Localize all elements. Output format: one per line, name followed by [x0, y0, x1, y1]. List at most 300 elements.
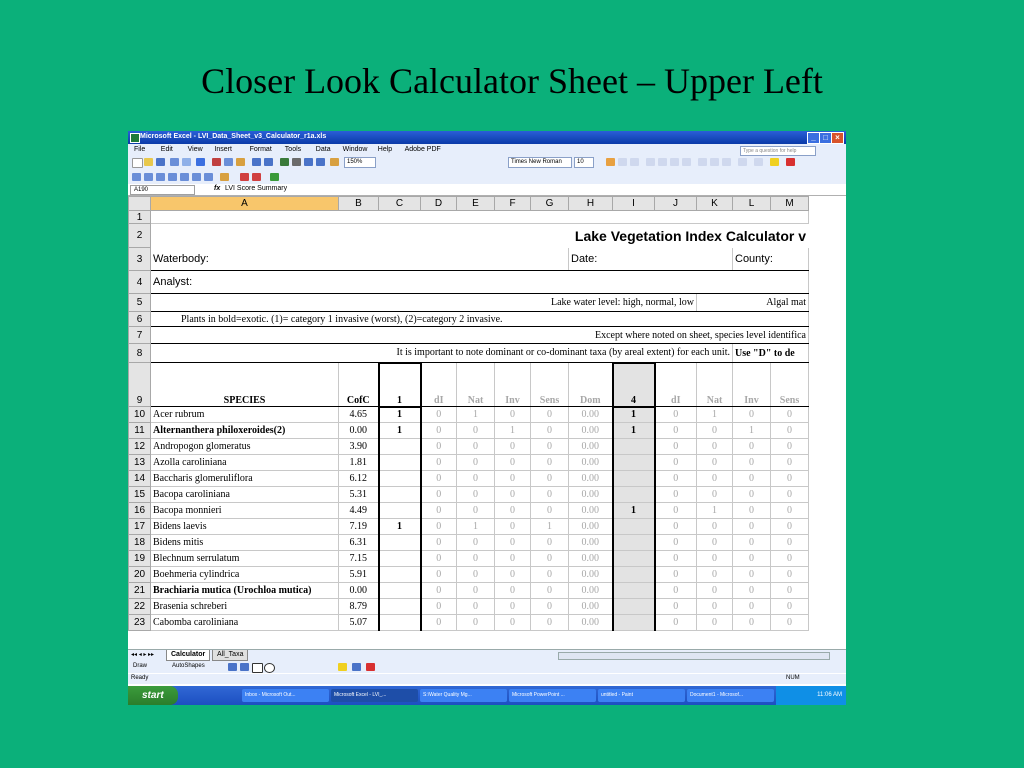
- preview-icon[interactable]: [182, 158, 191, 166]
- cell-l[interactable]: 0: [733, 455, 771, 471]
- cell-h[interactable]: 0.00: [569, 439, 613, 455]
- row-header[interactable]: 3: [129, 248, 151, 271]
- cell-l[interactable]: 0: [733, 503, 771, 519]
- toolbar2-icon-7[interactable]: [204, 173, 213, 181]
- cell-c1[interactable]: [379, 471, 421, 487]
- column-label[interactable]: SPECIES: [151, 363, 339, 407]
- cell-l[interactable]: 0: [733, 599, 771, 615]
- cell-g[interactable]: 0: [531, 503, 569, 519]
- cell-d[interactable]: 0: [421, 567, 457, 583]
- cell-e[interactable]: 1: [457, 519, 495, 535]
- autoshapes-menu[interactable]: AutoShapes: [172, 663, 205, 669]
- cell-cofc[interactable]: 5.31: [339, 487, 379, 503]
- cell-sp[interactable]: Brasenia schreberi: [151, 599, 339, 615]
- cell-g[interactable]: 0: [531, 599, 569, 615]
- cell-j[interactable]: 0: [655, 407, 697, 423]
- taskbar-outlook[interactable]: Inbox - Microsoft Out...: [242, 689, 329, 702]
- cell-d[interactable]: 0: [421, 455, 457, 471]
- toolbar2-icon-3[interactable]: [156, 173, 165, 181]
- cell-h[interactable]: 0.00: [569, 519, 613, 535]
- row-header[interactable]: 8: [129, 344, 151, 363]
- taskbar-word[interactable]: Document1 - Microsof...: [687, 689, 774, 702]
- cell-c1[interactable]: 1: [379, 407, 421, 423]
- cell-l[interactable]: 0: [733, 567, 771, 583]
- row-header[interactable]: 22: [129, 599, 151, 615]
- toolbar2-icon-8[interactable]: [220, 173, 229, 181]
- cell-f[interactable]: 0: [495, 583, 531, 599]
- cell-sp[interactable]: Blechnum serrulatum: [151, 551, 339, 567]
- column-header-f[interactable]: F: [495, 197, 531, 211]
- column-label[interactable]: dI: [421, 363, 457, 407]
- cell-h[interactable]: 0.00: [569, 487, 613, 503]
- toolbar2-icon-6[interactable]: [192, 173, 201, 181]
- cell-e[interactable]: 0: [457, 583, 495, 599]
- cell-e[interactable]: 0: [457, 487, 495, 503]
- cell-f[interactable]: 0: [495, 503, 531, 519]
- cell-i[interactable]: [613, 471, 655, 487]
- font-color-icon[interactable]: [786, 158, 795, 166]
- cell-k[interactable]: 0: [697, 535, 733, 551]
- cell-m[interactable]: 0: [771, 535, 809, 551]
- cell-f[interactable]: 0: [495, 471, 531, 487]
- column-label[interactable]: Nat: [457, 363, 495, 407]
- percent-icon[interactable]: [710, 158, 719, 166]
- cell-j[interactable]: 0: [655, 599, 697, 615]
- cell-k[interactable]: 0: [697, 583, 733, 599]
- cell-c1[interactable]: [379, 567, 421, 583]
- zoom-select[interactable]: 150%: [344, 157, 376, 168]
- cell-cofc[interactable]: 4.65: [339, 407, 379, 423]
- cell-sp[interactable]: Andropogon glomeratus: [151, 439, 339, 455]
- cell-h[interactable]: 0.00: [569, 615, 613, 631]
- cell-h[interactable]: 0.00: [569, 455, 613, 471]
- system-clock[interactable]: 11:06 AM: [776, 686, 846, 705]
- cell-f[interactable]: 0: [495, 455, 531, 471]
- cell-j[interactable]: 0: [655, 471, 697, 487]
- cell-c1[interactable]: [379, 535, 421, 551]
- cell-k[interactable]: 0: [697, 423, 733, 439]
- cell-l[interactable]: 0: [733, 439, 771, 455]
- cell-d[interactable]: 0: [421, 519, 457, 535]
- oval-icon[interactable]: [264, 663, 275, 673]
- line-color-icon[interactable]: [352, 663, 361, 671]
- font-color-draw-icon[interactable]: [366, 663, 375, 671]
- autosum-icon[interactable]: [292, 158, 301, 166]
- cell-d[interactable]: 0: [421, 471, 457, 487]
- row-header[interactable]: 19: [129, 551, 151, 567]
- cell-sp[interactable]: Cabomba caroliniana: [151, 615, 339, 631]
- cell-m[interactable]: 0: [771, 599, 809, 615]
- cell-c1[interactable]: [379, 583, 421, 599]
- cell-j[interactable]: 0: [655, 615, 697, 631]
- cell-g[interactable]: 0: [531, 535, 569, 551]
- align-left-icon[interactable]: [646, 158, 655, 166]
- cell-f[interactable]: 0: [495, 439, 531, 455]
- column-header-k[interactable]: K: [697, 197, 733, 211]
- toolbar2-icon-5[interactable]: [180, 173, 189, 181]
- cell-m[interactable]: 0: [771, 439, 809, 455]
- cell-g[interactable]: 0: [531, 567, 569, 583]
- taskbar-explorer[interactable]: S:\Water Quality Mg...: [420, 689, 507, 702]
- cell-m[interactable]: 0: [771, 471, 809, 487]
- menu-view[interactable]: View: [187, 146, 203, 153]
- cell-i[interactable]: 1: [613, 423, 655, 439]
- cell-k[interactable]: 1: [697, 503, 733, 519]
- cell-sp[interactable]: Azolla caroliniana: [151, 455, 339, 471]
- column-header-d[interactable]: D: [421, 197, 457, 211]
- start-button[interactable]: start: [128, 686, 178, 705]
- row-header[interactable]: 20: [129, 567, 151, 583]
- cell-m[interactable]: 0: [771, 583, 809, 599]
- cell-j[interactable]: 0: [655, 519, 697, 535]
- cell-d[interactable]: 0: [421, 583, 457, 599]
- exotic-note[interactable]: Plants in bold=exotic. (1)= category 1 invasive (worst), (2)=category 2 invasive.: [151, 312, 809, 327]
- cell-d[interactable]: 0: [421, 551, 457, 567]
- cell-d[interactable]: 0: [421, 535, 457, 551]
- toolbar2-icon-9[interactable]: [270, 173, 279, 181]
- column-header-c[interactable]: C: [379, 197, 421, 211]
- cell-k[interactable]: 0: [697, 519, 733, 535]
- italic-icon[interactable]: [618, 158, 627, 166]
- chart-wizard-icon[interactable]: [330, 158, 339, 166]
- cell-f[interactable]: 0: [495, 519, 531, 535]
- row-header[interactable]: 5: [129, 294, 151, 312]
- cell-k[interactable]: 1: [697, 407, 733, 423]
- sheet-title[interactable]: Lake Vegetation Index Calculator v: [151, 224, 809, 248]
- pdf-icon[interactable]: [240, 173, 249, 181]
- cell-e[interactable]: 0: [457, 455, 495, 471]
- cell-cofc[interactable]: 4.49: [339, 503, 379, 519]
- cell-sp[interactable]: Bacopa caroliniana: [151, 487, 339, 503]
- tab-calculator[interactable]: Calculator: [166, 650, 210, 661]
- help-search-input[interactable]: Type a question for help: [740, 146, 816, 156]
- cell-sp[interactable]: Boehmeria cylindrica: [151, 567, 339, 583]
- cell-j[interactable]: 0: [655, 439, 697, 455]
- cell-f[interactable]: 1: [495, 423, 531, 439]
- cell-sp[interactable]: Brachiaria mutica (Urochloa mutica): [151, 583, 339, 599]
- column-header-h[interactable]: H: [569, 197, 613, 211]
- draw-menu[interactable]: Draw: [133, 663, 148, 669]
- menu-insert[interactable]: Insert: [214, 146, 232, 153]
- cell-j[interactable]: 0: [655, 567, 697, 583]
- cell-g[interactable]: 0: [531, 455, 569, 471]
- menu-tools[interactable]: Tools: [284, 146, 302, 153]
- undo-icon[interactable]: [252, 158, 261, 166]
- cell-c1[interactable]: 1: [379, 423, 421, 439]
- cell-c1[interactable]: [379, 487, 421, 503]
- cell-j[interactable]: 0: [655, 551, 697, 567]
- cell-c1[interactable]: [379, 599, 421, 615]
- window-titlebar[interactable]: [128, 131, 846, 144]
- cell-g[interactable]: 0: [531, 423, 569, 439]
- toolbar2-icon-4[interactable]: [168, 173, 177, 181]
- borders-icon[interactable]: [754, 158, 763, 166]
- cell-sp[interactable]: Baccharis glomeruliflora: [151, 471, 339, 487]
- cell-cofc[interactable]: 6.12: [339, 471, 379, 487]
- menu-data[interactable]: Data: [315, 146, 331, 153]
- fx-icon[interactable]: fx: [214, 185, 221, 192]
- sort-descending-icon[interactable]: [316, 158, 325, 166]
- cell-i[interactable]: [613, 535, 655, 551]
- close-icon[interactable]: ×: [831, 132, 844, 144]
- font-size-select[interactable]: 10: [574, 157, 594, 168]
- new-icon[interactable]: [132, 158, 143, 168]
- row-header[interactable]: 4: [129, 271, 151, 294]
- cell-h[interactable]: 0.00: [569, 407, 613, 423]
- cell-g[interactable]: 0: [531, 487, 569, 503]
- county-label[interactable]: County:: [733, 248, 809, 271]
- cell-m[interactable]: 0: [771, 503, 809, 519]
- underline-icon[interactable]: [630, 158, 639, 166]
- column-label[interactable]: Sens: [771, 363, 809, 407]
- cell-f[interactable]: 0: [495, 407, 531, 423]
- cell-i[interactable]: [613, 615, 655, 631]
- spelling-icon[interactable]: [196, 158, 205, 166]
- toolbar2-icon-1[interactable]: [132, 173, 141, 181]
- cell-l[interactable]: 0: [733, 407, 771, 423]
- sort-ascending-icon[interactable]: [304, 158, 313, 166]
- font-select[interactable]: Times New Roman: [508, 157, 572, 168]
- cell-k[interactable]: 0: [697, 615, 733, 631]
- cell-h[interactable]: 0.00: [569, 599, 613, 615]
- menu-format[interactable]: Format: [249, 146, 272, 153]
- row-header[interactable]: 14: [129, 471, 151, 487]
- cell-e[interactable]: 0: [457, 471, 495, 487]
- cell-l[interactable]: 0: [733, 535, 771, 551]
- cell-j[interactable]: 0: [655, 423, 697, 439]
- cell-j[interactable]: 0: [655, 487, 697, 503]
- cell-cofc[interactable]: 5.07: [339, 615, 379, 631]
- taskbar-powerpoint[interactable]: Microsoft PowerPoint ...: [509, 689, 596, 702]
- rectangle-icon[interactable]: [252, 663, 263, 673]
- column-label[interactable]: 4: [613, 363, 655, 407]
- comma-icon[interactable]: [722, 158, 731, 166]
- cell-d[interactable]: 0: [421, 423, 457, 439]
- cell-cofc[interactable]: 0.00: [339, 423, 379, 439]
- cell-e[interactable]: 0: [457, 439, 495, 455]
- cell-i[interactable]: [613, 567, 655, 583]
- row-header[interactable]: 11: [129, 423, 151, 439]
- cell-cofc[interactable]: 5.91: [339, 567, 379, 583]
- menu-edit[interactable]: Edit: [160, 146, 173, 153]
- cell-sp[interactable]: Bidens mitis: [151, 535, 339, 551]
- cell-cofc[interactable]: 7.19: [339, 519, 379, 535]
- cell-g[interactable]: 0: [531, 615, 569, 631]
- tab-scroll-arrows-icon[interactable]: ◂◂ ◂ ▸ ▸▸: [131, 652, 155, 658]
- cell-i[interactable]: 1: [613, 407, 655, 423]
- bold-icon[interactable]: [606, 158, 615, 166]
- cell-k[interactable]: 0: [697, 455, 733, 471]
- cell-e[interactable]: 0: [457, 567, 495, 583]
- row-header[interactable]: 12: [129, 439, 151, 455]
- cell-e[interactable]: 0: [457, 535, 495, 551]
- cell-sp[interactable]: Bidens laevis: [151, 519, 339, 535]
- cell[interactable]: [151, 211, 809, 224]
- row-header[interactable]: 23: [129, 615, 151, 631]
- row-header[interactable]: 6: [129, 312, 151, 327]
- line-icon[interactable]: [228, 663, 237, 671]
- cell-d[interactable]: 0: [421, 487, 457, 503]
- open-icon[interactable]: [144, 158, 153, 166]
- column-label[interactable]: Inv: [733, 363, 771, 407]
- cell-g[interactable]: 0: [531, 407, 569, 423]
- cell-d[interactable]: 0: [421, 407, 457, 423]
- cell-i[interactable]: [613, 599, 655, 615]
- column-header-j[interactable]: J: [655, 197, 697, 211]
- redo-icon[interactable]: [264, 158, 273, 166]
- taskbar-excel[interactable]: Microsoft Excel - LVI_...: [331, 689, 418, 702]
- row-header[interactable]: 9: [129, 363, 151, 407]
- save-icon[interactable]: [156, 158, 165, 166]
- id-note[interactable]: Except where noted on sheet, species level identifica: [151, 327, 809, 344]
- cell-j[interactable]: 0: [655, 455, 697, 471]
- cell-k[interactable]: 0: [697, 551, 733, 567]
- cell-cofc[interactable]: 3.90: [339, 439, 379, 455]
- dominant-note-end[interactable]: Use "D" to de: [733, 344, 809, 363]
- align-right-icon[interactable]: [670, 158, 679, 166]
- cell-f[interactable]: 0: [495, 551, 531, 567]
- name-box[interactable]: A190: [130, 185, 195, 195]
- cell-e[interactable]: 1: [457, 407, 495, 423]
- cell-l[interactable]: 0: [733, 487, 771, 503]
- menu-help[interactable]: Help: [377, 146, 393, 153]
- toolbar2-icon-2[interactable]: [144, 173, 153, 181]
- menu-file[interactable]: File: [134, 146, 146, 153]
- column-label[interactable]: Sens: [531, 363, 569, 407]
- cell-e[interactable]: 0: [457, 551, 495, 567]
- column-header-e[interactable]: E: [457, 197, 495, 211]
- row-header[interactable]: 15: [129, 487, 151, 503]
- cell-k[interactable]: 0: [697, 471, 733, 487]
- pdf-mail-icon[interactable]: [252, 173, 261, 181]
- insert-link-icon[interactable]: [280, 158, 289, 166]
- arrow-icon[interactable]: [240, 663, 249, 671]
- waterbody-label[interactable]: Waterbody:: [151, 248, 569, 271]
- fill-color-icon[interactable]: [770, 158, 779, 166]
- cell-h[interactable]: 0.00: [569, 551, 613, 567]
- cell-l[interactable]: 0: [733, 471, 771, 487]
- cell-h[interactable]: 0.00: [569, 583, 613, 599]
- cell-m[interactable]: 0: [771, 519, 809, 535]
- cell-sp[interactable]: Acer rubrum: [151, 407, 339, 423]
- row-header[interactable]: 18: [129, 535, 151, 551]
- row-header[interactable]: 21: [129, 583, 151, 599]
- cell-j[interactable]: 0: [655, 535, 697, 551]
- cell-k[interactable]: 0: [697, 439, 733, 455]
- column-label[interactable]: 1: [379, 363, 421, 407]
- cell-e[interactable]: 0: [457, 503, 495, 519]
- row-header[interactable]: 17: [129, 519, 151, 535]
- cell-m[interactable]: 0: [771, 423, 809, 439]
- cell-f[interactable]: 0: [495, 535, 531, 551]
- cell-m[interactable]: 0: [771, 455, 809, 471]
- algal-mat-label[interactable]: Algal mat: [697, 294, 809, 312]
- cell-g[interactable]: 0: [531, 583, 569, 599]
- column-label[interactable]: Nat: [697, 363, 733, 407]
- cell-c1[interactable]: [379, 551, 421, 567]
- cell-m[interactable]: 0: [771, 615, 809, 631]
- date-label[interactable]: Date:: [569, 248, 733, 271]
- cell-d[interactable]: 0: [421, 615, 457, 631]
- cell-g[interactable]: 0: [531, 439, 569, 455]
- paste-icon[interactable]: [236, 158, 245, 166]
- menu-adobe-pdf[interactable]: Adobe PDF: [404, 146, 441, 153]
- cell-f[interactable]: 0: [495, 615, 531, 631]
- row-header[interactable]: 16: [129, 503, 151, 519]
- cell-e[interactable]: 0: [457, 615, 495, 631]
- indent-icon[interactable]: [738, 158, 747, 166]
- currency-icon[interactable]: [698, 158, 707, 166]
- cell-l[interactable]: 0: [733, 615, 771, 631]
- select-all-corner[interactable]: [129, 197, 151, 211]
- cell-cofc[interactable]: 6.31: [339, 535, 379, 551]
- formula-input[interactable]: LVI Score Summary: [225, 185, 288, 192]
- cell-l[interactable]: 0: [733, 583, 771, 599]
- cell-g[interactable]: 0: [531, 471, 569, 487]
- cut-icon[interactable]: [212, 158, 221, 166]
- cell-i[interactable]: [613, 551, 655, 567]
- cell-i[interactable]: [613, 487, 655, 503]
- row-header[interactable]: 1: [129, 211, 151, 224]
- cell-sp[interactable]: Bacopa monnieri: [151, 503, 339, 519]
- cell-d[interactable]: 0: [421, 503, 457, 519]
- cell-h[interactable]: 0.00: [569, 471, 613, 487]
- cell-cofc[interactable]: 0.00: [339, 583, 379, 599]
- cell-c1[interactable]: 1: [379, 519, 421, 535]
- merge-center-icon[interactable]: [682, 158, 691, 166]
- menu-window[interactable]: Window: [342, 146, 368, 153]
- cell-m[interactable]: 0: [771, 487, 809, 503]
- row-header[interactable]: 7: [129, 327, 151, 344]
- align-center-icon[interactable]: [658, 158, 667, 166]
- water-level-label[interactable]: Lake water level: high, normal, low: [151, 294, 697, 312]
- print-icon[interactable]: [170, 158, 179, 166]
- cell-cofc[interactable]: 1.81: [339, 455, 379, 471]
- row-header[interactable]: 10: [129, 407, 151, 423]
- cell-g[interactable]: 1: [531, 519, 569, 535]
- cell-m[interactable]: 0: [771, 567, 809, 583]
- row-header[interactable]: 13: [129, 455, 151, 471]
- cell-l[interactable]: 0: [733, 519, 771, 535]
- cell-cofc[interactable]: 8.79: [339, 599, 379, 615]
- column-header-m[interactable]: M: [771, 197, 809, 211]
- cell-g[interactable]: 0: [531, 551, 569, 567]
- copy-icon[interactable]: [224, 158, 233, 166]
- cell-h[interactable]: 0.00: [569, 423, 613, 439]
- column-header-i[interactable]: I: [613, 197, 655, 211]
- cell-d[interactable]: 0: [421, 439, 457, 455]
- cell-i[interactable]: [613, 455, 655, 471]
- cell-i[interactable]: [613, 583, 655, 599]
- fill-color-draw-icon[interactable]: [338, 663, 347, 671]
- maximize-icon[interactable]: □: [819, 132, 832, 144]
- horizontal-scrollbar[interactable]: [558, 652, 830, 660]
- tab-all-taxa[interactable]: All_Taxa: [212, 650, 248, 661]
- cell-m[interactable]: 0: [771, 407, 809, 423]
- column-header-g[interactable]: G: [531, 197, 569, 211]
- cell-l[interactable]: 1: [733, 423, 771, 439]
- dominant-note[interactable]: It is important to note dominant or co-dominant taxa (by areal extent) for each unit.: [151, 344, 733, 363]
- row-header[interactable]: 2: [129, 224, 151, 248]
- cell-h[interactable]: 0.00: [569, 503, 613, 519]
- cell-h[interactable]: 0.00: [569, 535, 613, 551]
- taskbar-paint[interactable]: untitled - Paint: [598, 689, 685, 702]
- column-header-b[interactable]: B: [339, 197, 379, 211]
- cell-e[interactable]: 0: [457, 423, 495, 439]
- column-label[interactable]: CofC: [339, 363, 379, 407]
- cell-h[interactable]: 0.00: [569, 567, 613, 583]
- cell-i[interactable]: [613, 439, 655, 455]
